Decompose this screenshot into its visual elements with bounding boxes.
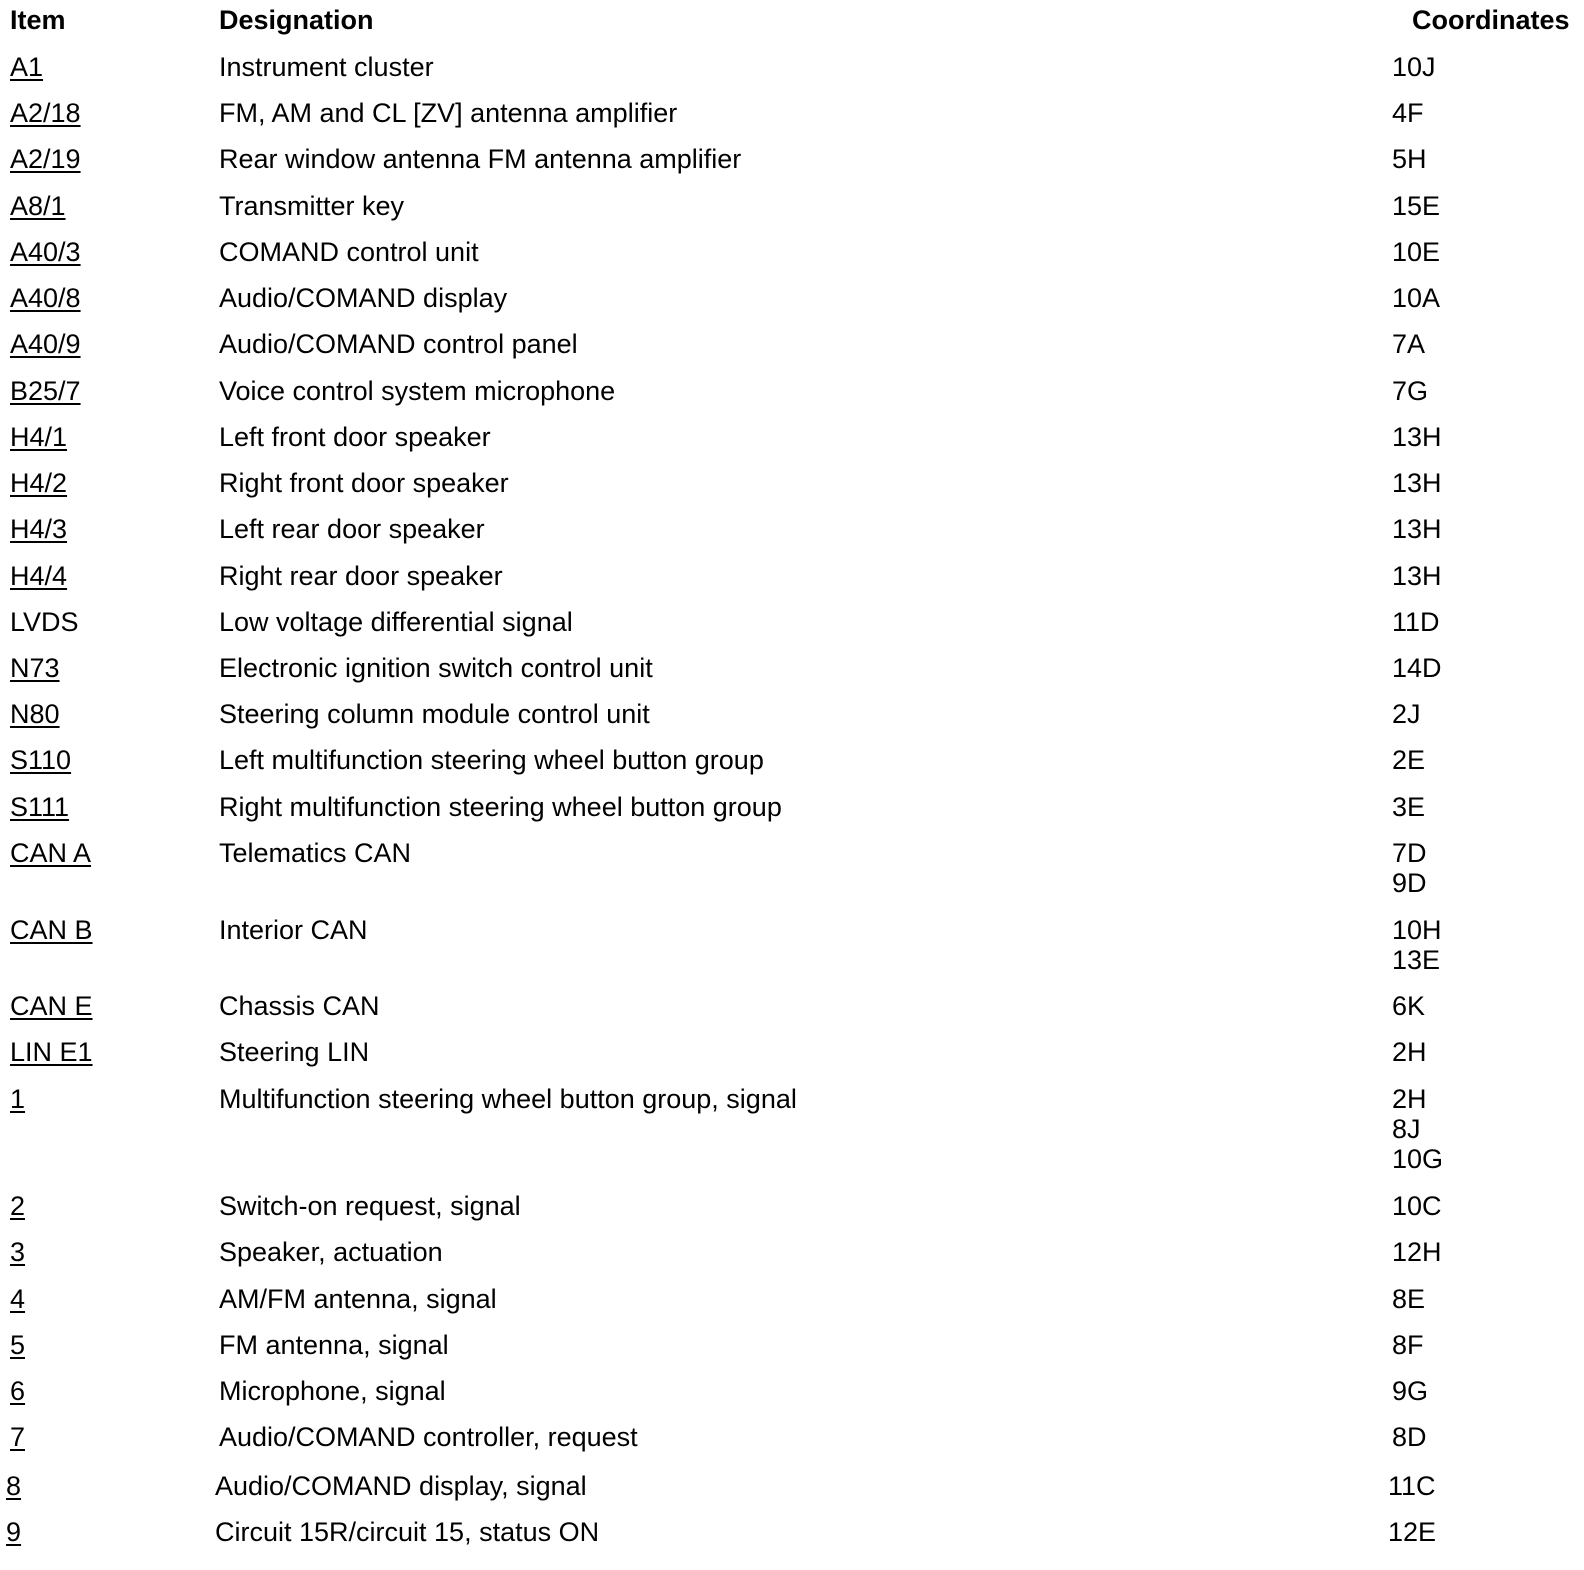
designation: Right front door speaker xyxy=(219,468,509,498)
coordinate-value: 7A xyxy=(1392,329,1426,359)
coordinates xyxy=(1392,1376,1428,1406)
coordinates xyxy=(1392,468,1442,498)
coordinate-value: 2J xyxy=(1392,699,1421,729)
item-link[interactable]: CAN E xyxy=(10,991,93,1021)
item-link[interactable]: A8/1 xyxy=(10,191,66,221)
coordinate-value: 14D xyxy=(1392,653,1442,683)
designation: Steering column module control unit xyxy=(219,699,650,729)
item-link[interactable]: B25/7 xyxy=(10,376,81,406)
designation: Microphone, signal xyxy=(219,1376,446,1406)
coordinate-value: 10A xyxy=(1392,283,1441,313)
coordinates xyxy=(1392,699,1421,729)
coordinate-value: 2E xyxy=(1392,745,1426,775)
coordinate-value: 12H xyxy=(1392,1237,1442,1267)
designation: Left front door speaker xyxy=(219,422,491,452)
designation: Low voltage differential signal xyxy=(219,607,573,637)
item-link[interactable]: H4/3 xyxy=(10,514,68,544)
designation: Multifunction steering wheel button group, signal xyxy=(219,1084,797,1114)
coordinate-value: 7D xyxy=(1392,838,1427,868)
designation: Right rear door speaker xyxy=(219,561,503,591)
item-link[interactable]: CAN B xyxy=(10,915,93,945)
coordinates xyxy=(1392,792,1425,822)
item-link[interactable]: 8 xyxy=(6,1471,22,1501)
coordinates xyxy=(1392,607,1440,637)
designation: Instrument cluster xyxy=(219,52,434,82)
item-link[interactable]: H4/2 xyxy=(10,468,68,498)
designation: AM/FM antenna, signal xyxy=(219,1284,497,1314)
coordinates xyxy=(1392,561,1442,591)
item-link[interactable]: 9 xyxy=(6,1517,22,1547)
coordinate-value: 9G xyxy=(1392,1376,1429,1406)
item-link[interactable]: A40/3 xyxy=(10,237,81,267)
coordinates xyxy=(1392,1191,1442,1221)
item-link[interactable]: A2/19 xyxy=(10,144,81,174)
coordinates xyxy=(1392,98,1424,128)
designation: Rear window antenna FM antenna amplifier xyxy=(219,144,742,174)
coordinate-value: 12E xyxy=(1388,1517,1437,1547)
header-item: Item xyxy=(10,5,66,35)
coordinates xyxy=(1392,915,1442,975)
item-link[interactable]: N73 xyxy=(10,653,60,683)
coordinate-value: 5H xyxy=(1392,144,1427,174)
coordinate-value: 13H xyxy=(1392,468,1442,498)
coordinates xyxy=(1392,329,1425,359)
coordinate-value: 13E xyxy=(1392,945,1441,975)
designation: Interior CAN xyxy=(219,915,368,945)
designation: Audio/COMAND controller, request xyxy=(219,1422,638,1452)
coordinates xyxy=(1392,1330,1424,1360)
designation: Audio/COMAND control panel xyxy=(219,329,578,359)
designation: Voice control system microphone xyxy=(219,376,616,406)
coordinate-value: 4F xyxy=(1392,98,1424,128)
coordinate-value: 3E xyxy=(1392,792,1426,822)
coordinate-value: 8D xyxy=(1392,1422,1427,1452)
item-link[interactable]: 2 xyxy=(10,1191,26,1221)
coordinate-value: 9D xyxy=(1392,868,1427,898)
designation: Electronic ignition switch control unit xyxy=(219,653,653,683)
designation: FM, AM and CL [ZV] antenna amplifier xyxy=(219,98,678,128)
coordinates xyxy=(1392,1422,1427,1452)
header-coordinates: Coordinates xyxy=(1412,5,1570,35)
coordinate-value: 11C xyxy=(1388,1471,1436,1501)
coordinate-value: 8J xyxy=(1392,1114,1421,1144)
coordinates xyxy=(1392,653,1442,683)
coordinates xyxy=(1392,991,1425,1021)
coordinates xyxy=(1392,1084,1443,1174)
coordinate-value: 10J xyxy=(1392,52,1436,82)
coordinate-value: 15E xyxy=(1392,191,1441,221)
coordinate-value: 13H xyxy=(1392,514,1442,544)
item-link[interactable]: 7 xyxy=(10,1422,26,1452)
coordinate-value: 10H xyxy=(1392,915,1442,945)
designation: Speaker, actuation xyxy=(219,1237,443,1267)
coordinates xyxy=(1392,838,1427,898)
coordinate-value: 8F xyxy=(1392,1330,1424,1360)
coordinate-value: 13H xyxy=(1392,422,1442,452)
item-link[interactable]: 6 xyxy=(10,1376,26,1406)
designation: Left multifunction steering wheel button group xyxy=(219,745,764,775)
coordinates xyxy=(1392,191,1440,221)
header-designation: Designation xyxy=(219,5,374,35)
coordinates xyxy=(1392,237,1440,267)
designation: Circuit 15R/circuit 15, status ON xyxy=(215,1517,600,1547)
designation: Audio/COMAND display, signal xyxy=(215,1471,587,1501)
item-link[interactable]: A40/9 xyxy=(10,329,81,359)
coordinates xyxy=(1388,1471,1436,1501)
designation: FM antenna, signal xyxy=(219,1330,449,1360)
coordinate-value: 10G xyxy=(1392,1144,1444,1174)
coordinates xyxy=(1392,1037,1427,1067)
coordinate-value: 2H xyxy=(1392,1084,1427,1114)
coordinate-value: 13H xyxy=(1392,561,1442,591)
coordinate-value: 2H xyxy=(1392,1037,1427,1067)
coordinate-value: 10E xyxy=(1392,237,1441,267)
coordinate-value: 11D xyxy=(1392,607,1440,637)
coordinate-value: 8E xyxy=(1392,1284,1426,1314)
item-link[interactable]: CAN A xyxy=(10,838,92,868)
item-link[interactable]: A1 xyxy=(10,52,44,82)
coordinates xyxy=(1392,52,1436,82)
item-link[interactable]: A40/8 xyxy=(10,283,81,313)
coordinates xyxy=(1392,1237,1442,1267)
designation: Steering LIN xyxy=(219,1037,370,1067)
item-link[interactable]: S111 xyxy=(10,792,70,822)
designation: Transmitter key xyxy=(219,191,405,221)
item-link[interactable]: H4/1 xyxy=(10,422,68,452)
coordinate-value: 10C xyxy=(1392,1191,1442,1221)
item-link[interactable]: N80 xyxy=(10,699,60,729)
coordinates xyxy=(1392,514,1442,544)
coordinates xyxy=(1392,745,1425,775)
item-link[interactable]: 5 xyxy=(10,1330,26,1360)
designation: Chassis CAN xyxy=(219,991,380,1021)
item-label: LVDS xyxy=(10,607,79,637)
item-link[interactable]: 4 xyxy=(10,1284,26,1314)
coordinates xyxy=(1388,1517,1436,1547)
item-link[interactable]: S110 xyxy=(10,745,72,775)
item-link[interactable]: A2/18 xyxy=(10,98,81,128)
item-link[interactable]: H4/4 xyxy=(10,561,68,591)
coordinate-value: 6K xyxy=(1392,991,1426,1021)
designation: COMAND control unit xyxy=(219,237,479,267)
designation: Switch-on request, signal xyxy=(219,1191,521,1221)
coordinates xyxy=(1392,422,1442,452)
coordinates xyxy=(1392,1284,1425,1314)
designation: Right multifunction steering wheel button group xyxy=(219,792,782,822)
coordinates xyxy=(1392,144,1427,174)
item-link[interactable]: 1 xyxy=(10,1084,26,1114)
designation: Audio/COMAND display xyxy=(219,283,508,313)
coordinate-value: 7G xyxy=(1392,376,1429,406)
item-link[interactable]: 3 xyxy=(10,1237,26,1267)
coordinates xyxy=(1392,376,1428,406)
designation: Left rear door speaker xyxy=(219,514,485,544)
coordinates xyxy=(1392,283,1440,313)
item-link[interactable]: LIN E1 xyxy=(10,1037,93,1067)
designation: Telematics CAN xyxy=(219,838,412,868)
